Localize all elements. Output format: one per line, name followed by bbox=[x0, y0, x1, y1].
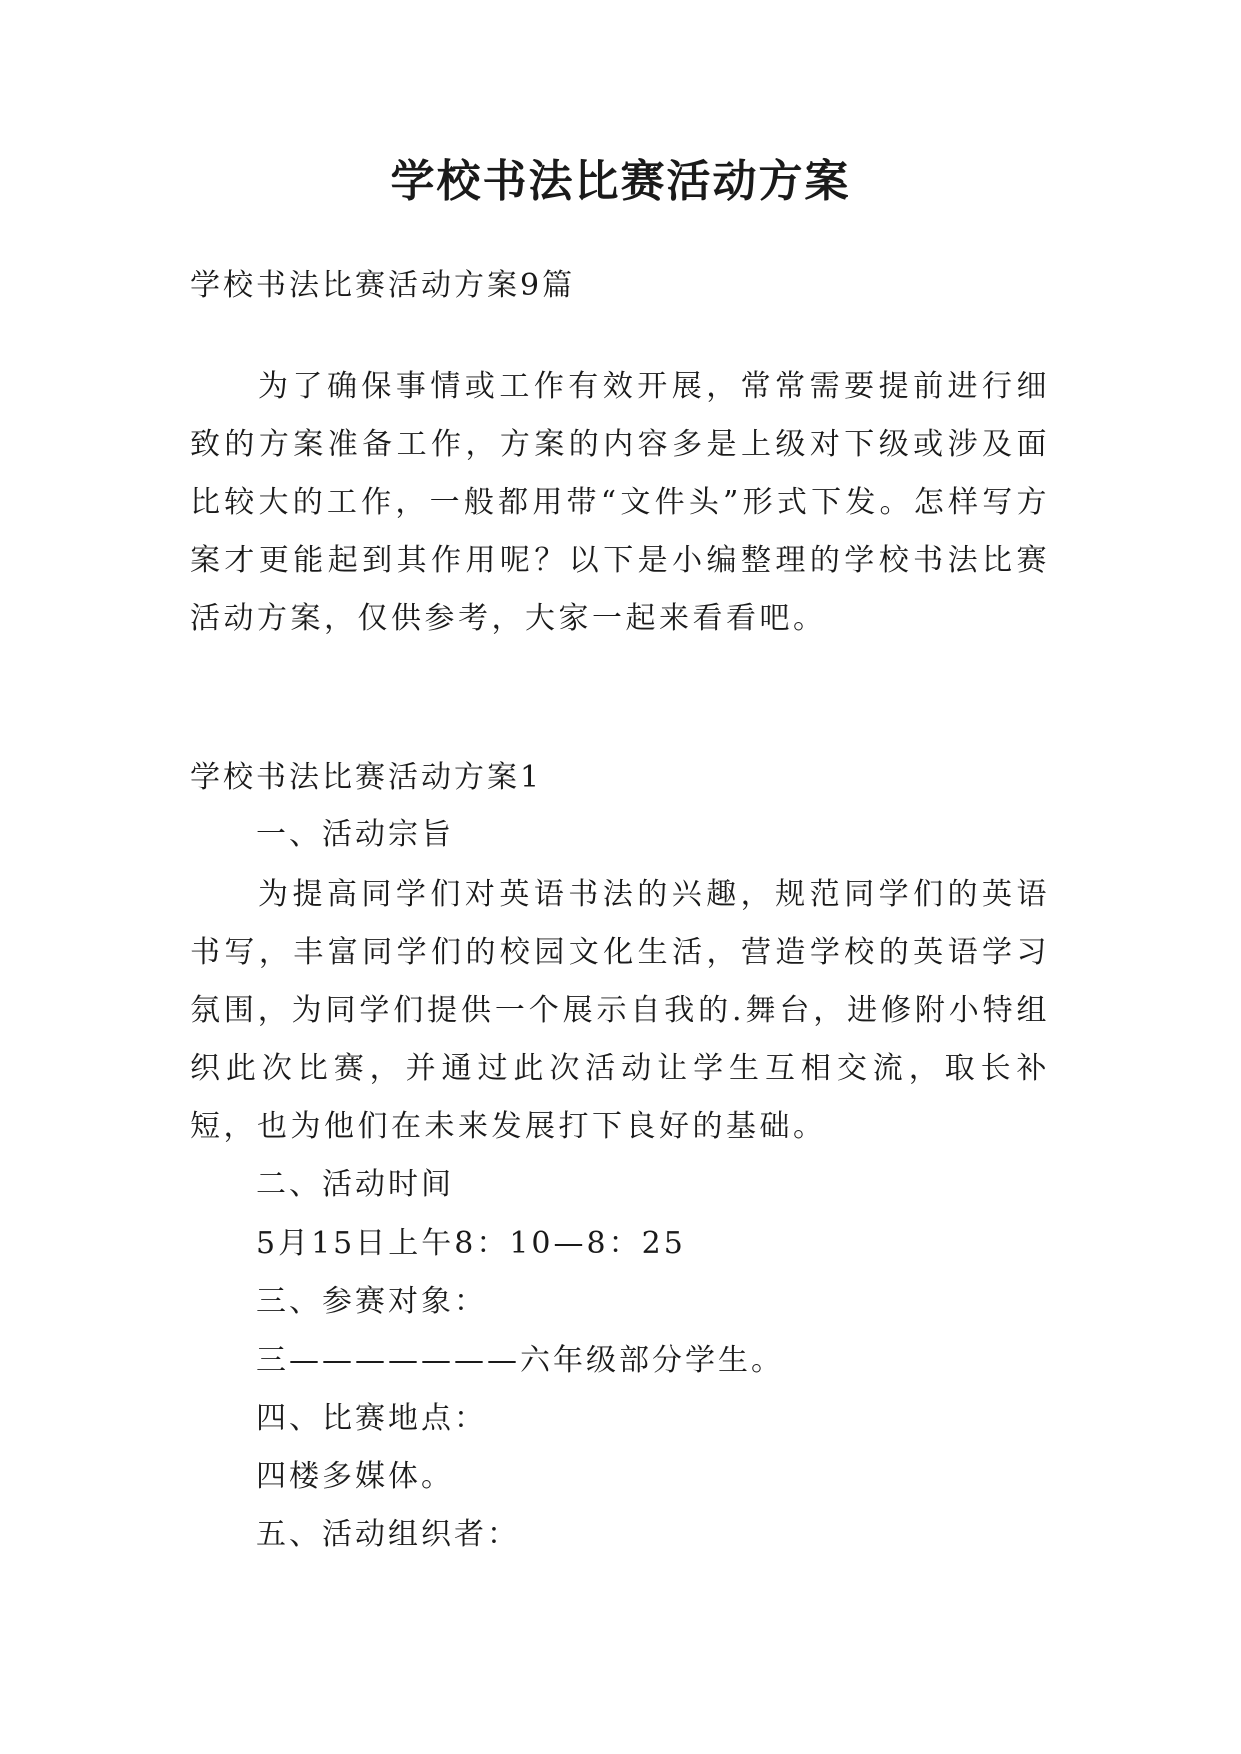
item-body-time: 5月15日上午8：10—8：25 bbox=[256, 1226, 686, 1261]
item-heading-participants: 三、参赛对象： bbox=[256, 1284, 487, 1319]
item-heading-organizers: 五、活动组织者： bbox=[256, 1517, 520, 1552]
intro-paragraph: 为了确保事情或工作有效开展，常常需要提前进行细致的方案准备工作，方案的内容多是上级对下级或涉及面比较大的工作，一般都用带“文件头”形式下发。怎样写方案才更能起到其作用呢？以下是小编整理的学校书法比赛活动方案，仅供参考，大家一起来看看吧。 bbox=[190, 369, 1050, 636]
item-body-location: 四楼多媒体。 bbox=[256, 1459, 454, 1494]
item-heading-time: 二、活动时间 bbox=[256, 1167, 454, 1202]
item-heading-location: 四、比赛地点： bbox=[256, 1401, 487, 1436]
item-body-purpose: 为提高同学们对英语书法的兴趣，规范同学们的英语书写，丰富同学们的校园文化生活，营造学校的英语学习氛围，为同学们提供一个展示自我的.舞台，进修附小特组织此次比赛，并通过此次活动让学生互相交流，取长补短，也为他们在未来发展打下良好的基础。 bbox=[190, 877, 1050, 1144]
item-heading-purpose: 一、活动宗旨 bbox=[256, 817, 454, 852]
section-heading: 学校书法比赛活动方案1 bbox=[190, 760, 543, 795]
document-title: 学校书法比赛活动方案 bbox=[390, 156, 851, 207]
document-subtitle: 学校书法比赛活动方案9篇 bbox=[190, 268, 576, 303]
item-body-participants: 三———————六年级部分学生。 bbox=[256, 1343, 784, 1378]
